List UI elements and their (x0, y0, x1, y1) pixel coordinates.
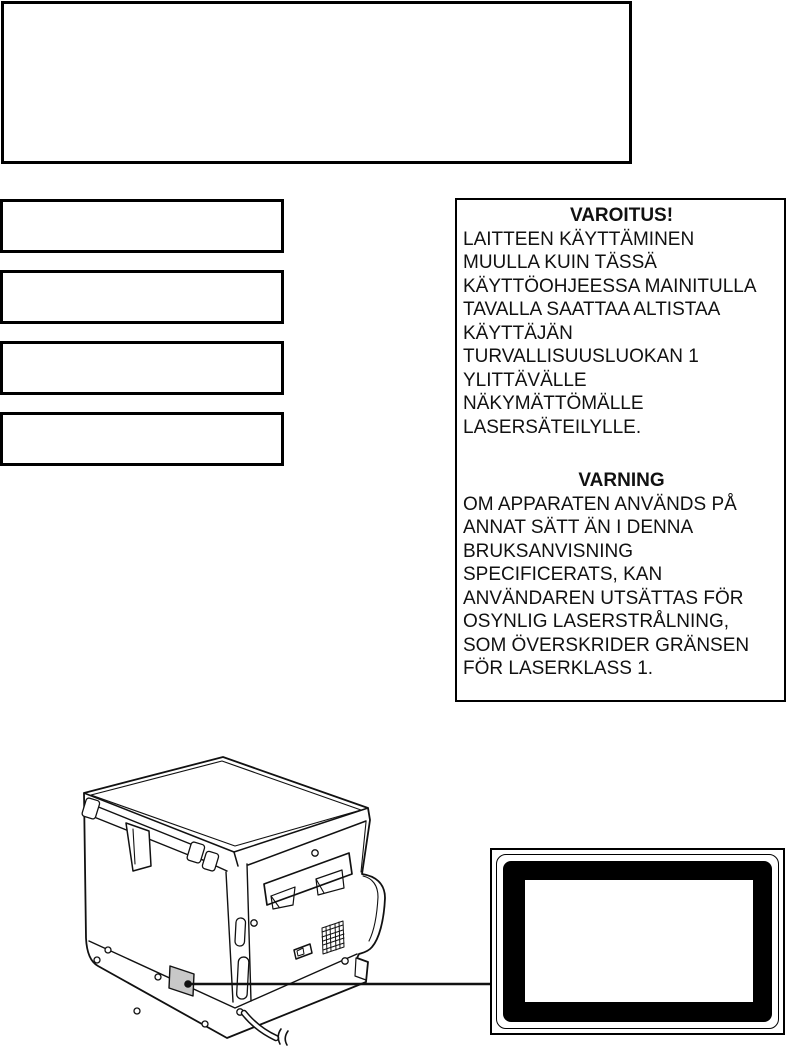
copier-rear-view-illustration (60, 755, 490, 1047)
warning-line: SPECIFICERATS, KAN (463, 564, 663, 585)
left-box-1 (0, 199, 284, 253)
label-callout-window (525, 880, 753, 1002)
section-spacer (463, 439, 780, 469)
warning-line: LASERSÄTEILYLLE. (463, 416, 642, 438)
laser-warning-box (455, 198, 786, 702)
warning-line: OM APPARATEN ANVÄNDS PÅ (463, 493, 737, 515)
top-box (1, 1, 632, 164)
warning-title-finnish: VAROITUS! (569, 205, 674, 226)
warning-line: SOM ÖVERSKRIDER GRÄNSEN (463, 634, 750, 656)
label-callout-black-frame (503, 861, 772, 1022)
warning-line: ANNAT SÄTT ÄN I DENNA (463, 517, 694, 538)
warning-line: ANVÄNDAREN UTSÄTTAS FÖR (463, 587, 744, 609)
warning-line: KÄYTTÖOHJEESSA MAINITULLA (463, 275, 757, 297)
label-callout-box (490, 848, 785, 1035)
warning-line: TAVALLA SAATTAA ALTISTAA (463, 299, 721, 320)
warning-line: YLITTÄVÄLLE (463, 369, 587, 391)
warning-line: TURVALLISUUSLUOKAN 1 (463, 346, 699, 367)
warning-line: MUULLA KUIN TÄSSÄ (463, 252, 657, 273)
warning-line: NÄKYMÄTTÖMÄLLE (463, 393, 644, 414)
warning-line: FÖR LASERKLASS 1. (463, 658, 654, 679)
left-box-4 (0, 412, 284, 466)
warning-line: BRUKSANVISNING (463, 540, 633, 562)
warning-line: KÄYTTÄJÄN (463, 322, 573, 344)
warning-line: OSYNLIG LASERSTRÅLNING, (463, 611, 730, 632)
warning-line: LAITTEEN KÄYTTÄMINEN (463, 228, 695, 250)
left-box-3 (0, 341, 284, 395)
copier-body (84, 757, 385, 1038)
left-box-2 (0, 270, 284, 324)
warning-title-swedish: VARNING (578, 470, 665, 491)
